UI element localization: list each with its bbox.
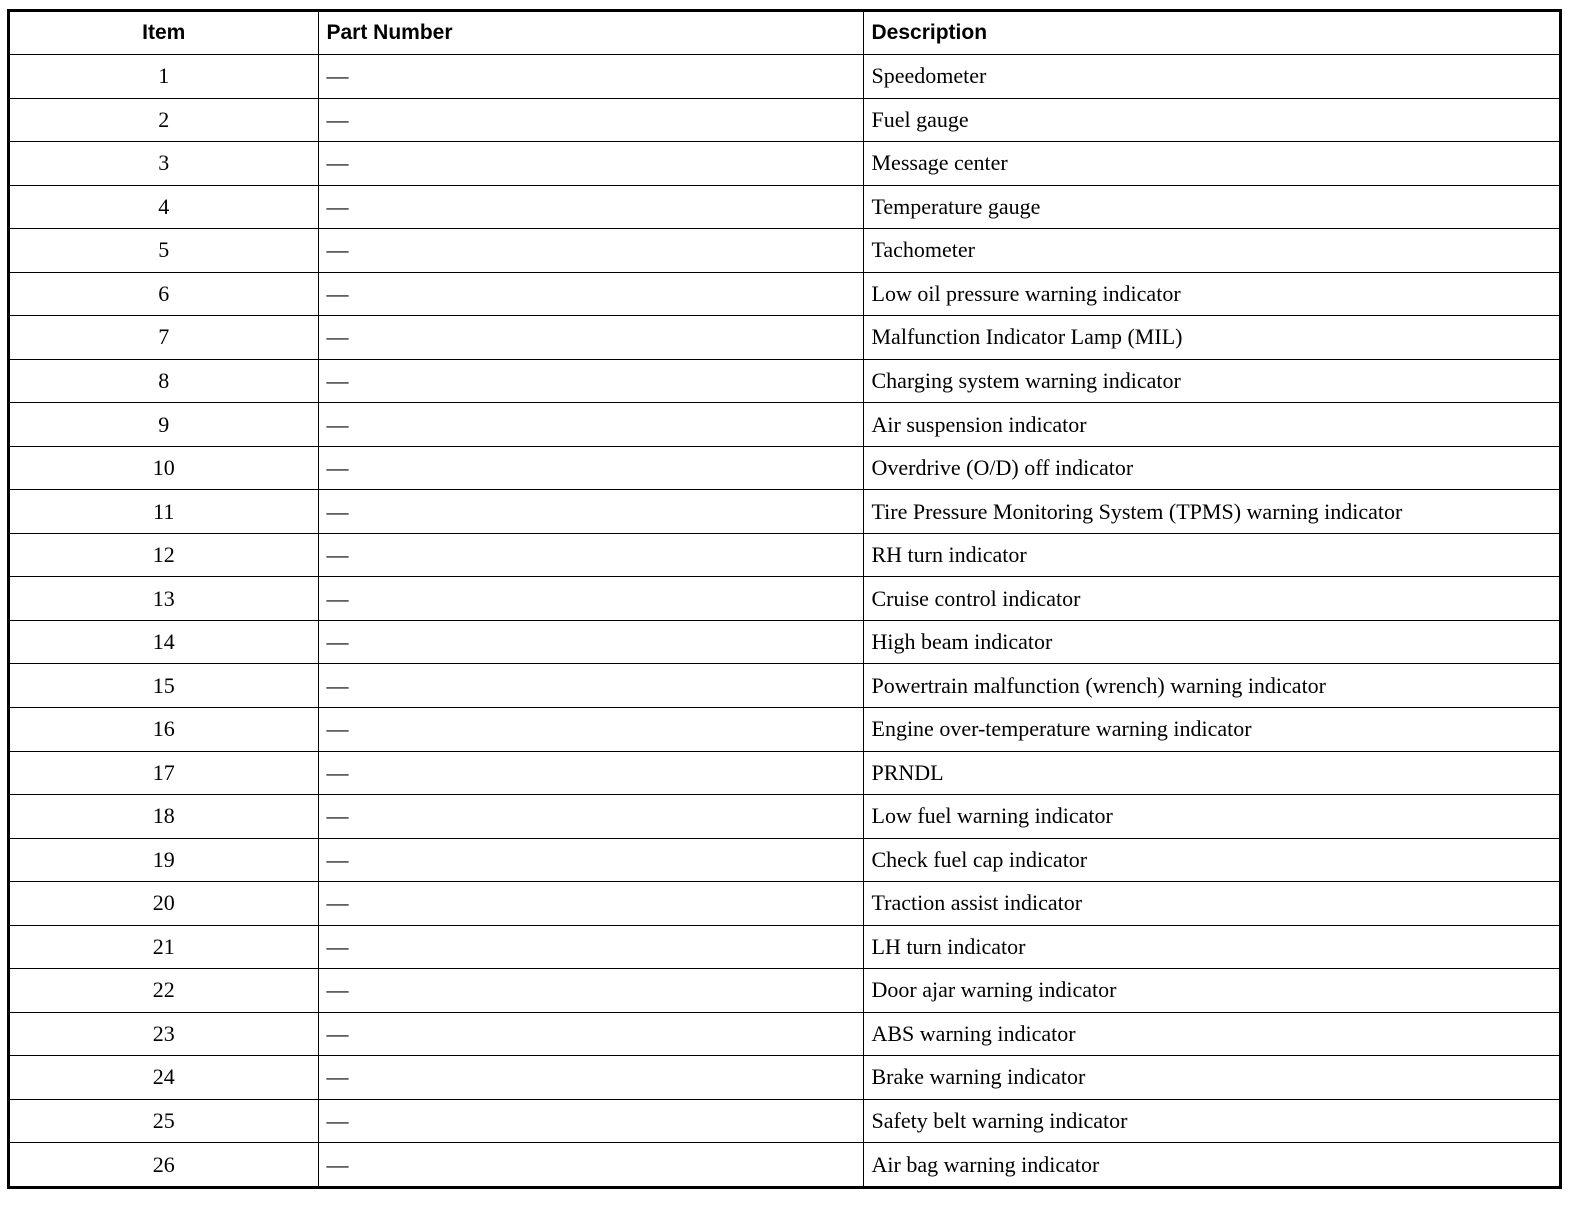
cell-part-number: —	[318, 142, 863, 186]
header-part-number: Part Number	[318, 12, 863, 55]
cell-part-number: —	[318, 664, 863, 708]
cell-item-number: 17	[10, 751, 318, 795]
table-row	[10, 969, 1559, 1013]
cell-part-number: —	[318, 229, 863, 273]
table-row	[10, 533, 1559, 577]
cell-item-number: 3	[10, 142, 318, 186]
cell-description: ABS warning indicator	[863, 1012, 1559, 1056]
table-body	[10, 55, 1559, 1187]
cell-description: Engine over-temperature warning indicator	[863, 707, 1559, 751]
table-row	[10, 1143, 1559, 1186]
table-header-row	[10, 12, 1559, 55]
table-row	[10, 751, 1559, 795]
table-row	[10, 316, 1559, 360]
cell-item-number: 24	[10, 1056, 318, 1100]
header-item: Item	[10, 12, 318, 55]
table-row	[10, 446, 1559, 490]
cell-item-number: 19	[10, 838, 318, 882]
cell-part-number: —	[318, 403, 863, 447]
table-row	[10, 98, 1559, 142]
cell-part-number: —	[318, 98, 863, 142]
cell-part-number: —	[318, 707, 863, 751]
cell-part-number: —	[318, 446, 863, 490]
table-row	[10, 1012, 1559, 1056]
cell-description: Speedometer	[863, 55, 1559, 99]
cell-item-number: 2	[10, 98, 318, 142]
cell-part-number: —	[318, 1099, 863, 1143]
cell-part-number: —	[318, 751, 863, 795]
table-row	[10, 620, 1559, 664]
cell-part-number: —	[318, 185, 863, 229]
table-row	[10, 359, 1559, 403]
cell-item-number: 1	[10, 55, 318, 99]
table-row	[10, 229, 1559, 273]
cell-description: Powertrain malfunction (wrench) warning indicator	[863, 664, 1559, 708]
cell-item-number: 11	[10, 490, 318, 534]
parts-table-container	[7, 9, 1562, 1189]
cell-part-number: —	[318, 1012, 863, 1056]
cell-description: Cruise control indicator	[863, 577, 1559, 621]
table-row	[10, 55, 1559, 99]
cell-description: Traction assist indicator	[863, 882, 1559, 926]
table-row	[10, 185, 1559, 229]
table-row	[10, 707, 1559, 751]
cell-item-number: 9	[10, 403, 318, 447]
cell-description: PRNDL	[863, 751, 1559, 795]
cell-item-number: 16	[10, 707, 318, 751]
cell-description: Message center	[863, 142, 1559, 186]
table-row	[10, 1099, 1559, 1143]
table-row	[10, 142, 1559, 186]
cell-part-number: —	[318, 925, 863, 969]
table-row	[10, 272, 1559, 316]
cell-description: Door ajar warning indicator	[863, 969, 1559, 1013]
cell-description: Brake warning indicator	[863, 1056, 1559, 1100]
table-row	[10, 490, 1559, 534]
cell-part-number: —	[318, 316, 863, 360]
cell-item-number: 15	[10, 664, 318, 708]
cell-description: Safety belt warning indicator	[863, 1099, 1559, 1143]
cell-description: Air bag warning indicator	[863, 1143, 1559, 1186]
cell-item-number: 14	[10, 620, 318, 664]
cell-description: RH turn indicator	[863, 533, 1559, 577]
cell-part-number: —	[318, 795, 863, 839]
cell-part-number: —	[318, 272, 863, 316]
cell-part-number: —	[318, 577, 863, 621]
table-row	[10, 925, 1559, 969]
cell-item-number: 21	[10, 925, 318, 969]
cell-part-number: —	[318, 490, 863, 534]
cell-part-number: —	[318, 969, 863, 1013]
cell-item-number: 5	[10, 229, 318, 273]
cell-description: Low oil pressure warning indicator	[863, 272, 1559, 316]
cell-item-number: 8	[10, 359, 318, 403]
cell-item-number: 6	[10, 272, 318, 316]
table-row	[10, 403, 1559, 447]
header-description: Description	[863, 12, 1559, 55]
cell-part-number: —	[318, 1056, 863, 1100]
table-row	[10, 577, 1559, 621]
cell-part-number: —	[318, 620, 863, 664]
cell-part-number: —	[318, 1143, 863, 1186]
cell-description: Tachometer	[863, 229, 1559, 273]
cell-part-number: —	[318, 882, 863, 926]
table-row	[10, 838, 1559, 882]
cell-item-number: 10	[10, 446, 318, 490]
cell-description: Low fuel warning indicator	[863, 795, 1559, 839]
cell-part-number: —	[318, 359, 863, 403]
cell-description: Temperature gauge	[863, 185, 1559, 229]
cell-part-number: —	[318, 533, 863, 577]
cell-description: Overdrive (O/D) off indicator	[863, 446, 1559, 490]
cell-part-number: —	[318, 838, 863, 882]
cell-item-number: 23	[10, 1012, 318, 1056]
parts-table	[10, 12, 1559, 1186]
cell-description: Air suspension indicator	[863, 403, 1559, 447]
table-row	[10, 882, 1559, 926]
cell-description: Malfunction Indicator Lamp (MIL)	[863, 316, 1559, 360]
cell-description: Check fuel cap indicator	[863, 838, 1559, 882]
cell-item-number: 13	[10, 577, 318, 621]
cell-description: Charging system warning indicator	[863, 359, 1559, 403]
cell-description: High beam indicator	[863, 620, 1559, 664]
cell-item-number: 20	[10, 882, 318, 926]
table-row	[10, 1056, 1559, 1100]
cell-item-number: 4	[10, 185, 318, 229]
cell-item-number: 26	[10, 1143, 318, 1186]
cell-item-number: 18	[10, 795, 318, 839]
cell-description: Tire Pressure Monitoring System (TPMS) warning indicator	[863, 490, 1559, 534]
cell-part-number: —	[318, 55, 863, 99]
cell-item-number: 7	[10, 316, 318, 360]
cell-item-number: 22	[10, 969, 318, 1013]
table-row	[10, 795, 1559, 839]
cell-item-number: 12	[10, 533, 318, 577]
table-row	[10, 664, 1559, 708]
cell-item-number: 25	[10, 1099, 318, 1143]
cell-description: LH turn indicator	[863, 925, 1559, 969]
cell-description: Fuel gauge	[863, 98, 1559, 142]
